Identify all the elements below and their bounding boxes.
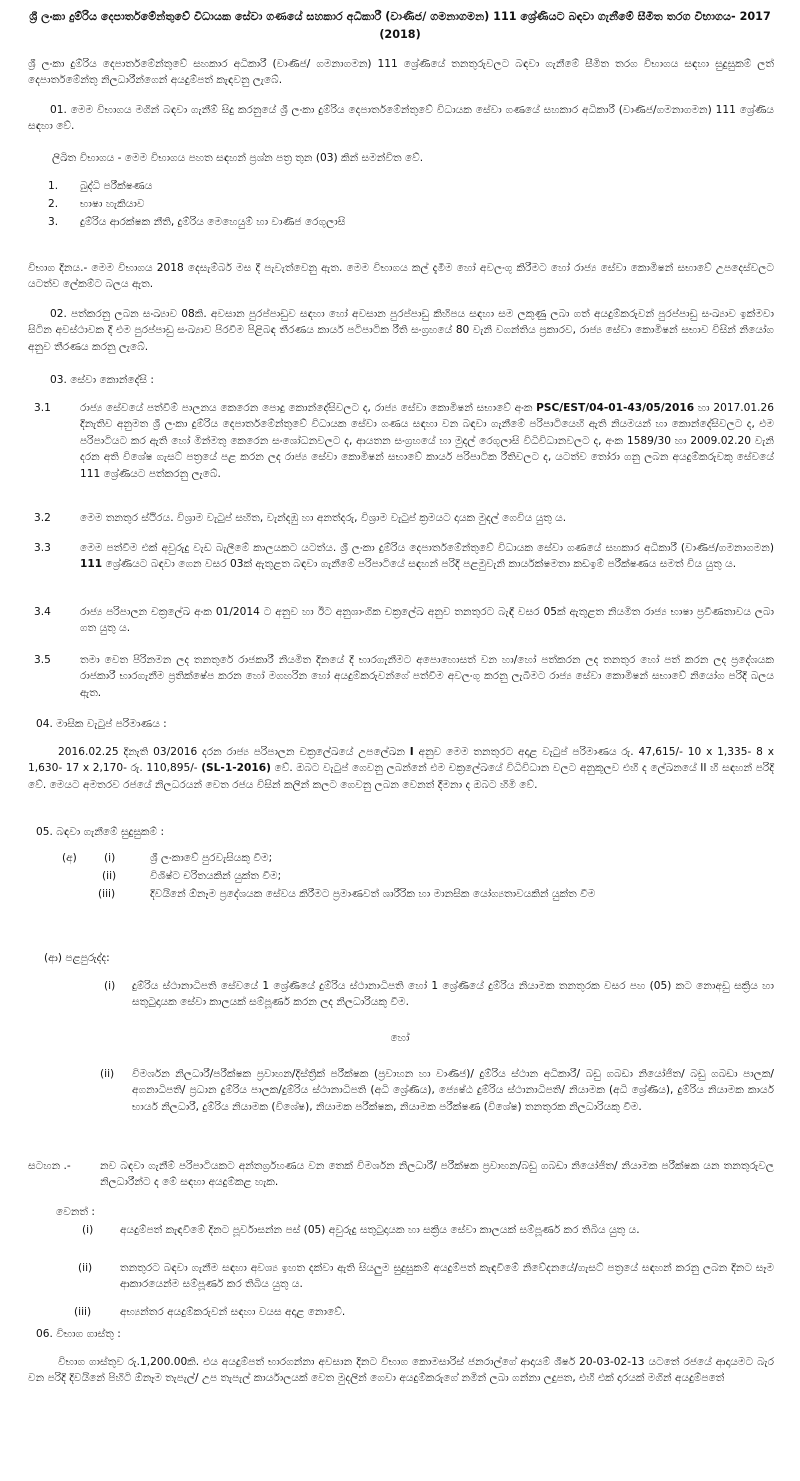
item-3-3: 3.3 මෙම පත්වීම එක් අවුරුදු වැඩ බැලීමේ කාලයකට යටත්ය. ශ්‍රී ලංකා දුම්රිය දෙපාර්තමේන්තුවේ විධායක සේවා ගණයේ සහකාර අධිකාරී (වාණිජ/ගමනාගමන) 111 ශ්‍රේණියට බඳවා ගෙන වසර 03ක් ඇතුළත බඳවා ගැනීමේ පරිපාටියේ සඳහන් පරිදි පළමුවැනි කාර්යක්ෂමතා කඩඉම් පරීක්ෂණය සමත් විය යුතු ය. [34,542,774,571]
item-3-1: 3.1 රාජ්‍ය සේවයේ පත්වීම් පාලනය කෙරෙන පොදු කොන්දේසිවලට ද, රාජ්‍ය සේවා කොමිෂන් සභාවේ අංක PSC/EST/04-01-43/05/2016 හා 2017.01.26 දිනැතිව අනුමත ශ්‍රී ලංකා දුම්රිය දෙපාර්තමේන්තුවේ විධායක සේවා ගණය සඳහා වන බඳවා ගැනීමේ පරිපාටියෙහි ඇති නියමයන් හා කොන්දේසිවලට ද, එම පරිපාටියට කර ඇති හෝ මින්මතු කෙරෙන සංශෝධනවලට ද, ආයතන සංග්‍රහයේ හා මුදල් රෙගුලාසි විධිවිධානවලට ද, අංක 1589/30 හා 2009.02.20 වැනි දරන අති විශේෂ ගැසට් පත්‍රයේ පළ කරන ලද රාජ්‍ය සේවා කොමිෂන් සභාවේ කාර්ය පරිපාටික රීතිවලට ද, යටත්ව තෝරා ගනු ලබන අයදුම්කරුවකු සේවයේ 111 ශ්‍රේණියට පත්කරනු ලැබේ. [34,402,775,480]
section-01-text: 01. මෙම විභාගය මගින් බඳවා ගැනීම් සිදු කරනුයේ ශ්‍රී ලංකා දුම්රිය දෙපාර්තමේන්තුවේ විධායක සේවා ගණයේ සහකාර අධිකාරී (වාණිජ/ගමනාගමන) 111 ශ්‍රේණිය සඳහා වේ. [28,104,774,133]
experience-ii: (ii) විමර්ශන නිලධාරී/පරීක්ෂක ප්‍රවාහන/දිස්ත්‍රික් පරීක්ෂක (ප්‍රවාහන හා වාණිජ)/ දුම්රිය ස්ථාන අධිකාරී/ බඩු ගබඩා නියෝජිත/ බඩු ගබඩා පාලක/ අගනාධිපති/ ප්‍රධාන දුම්රිය පාලක/දුම්රිය ස්ථානාධිපති (අධි ශ්‍රේණිය), ජ්‍යෙෂ්ඨ දුම්රිය ස්ථානාධිපති/ නියාමක (අධි ශ්‍රේණිය), දුම්රිය නියාමක කාර්ය භාර්ය නිලධාරී, දුම්රිය නියාමක (විශේෂ), නියාමක පරීක්ෂක, නියාමක පරීක්ෂණ (විශේෂ) තනතුරක නිලධාරියකු වීම. [100,1068,774,1113]
experience-label: (ආ) පළපුරුද්ද: [44,952,110,964]
section-05-heading: 05. බඳවා ගැනීමේ සුදුසුකම් : [36,826,165,838]
papers-list: 1. බුද්ධි පරීක්ෂණය 2. භාෂා හැකියාව 3. දුම්රිය ආරක්ෂක නීති, දුම්රිය මෙහෙයුම් හා වාණිජ රෙගුලාසි [48,180,346,228]
qualifications-a: (අ) (i) ශ්‍රී ලංකාවේ පුරවැසියකු වීම; (ii) විශිෂ්ට චරිතයකින් යුක්ත වීම; (iii) දිවයිනේ ඕනෑම ප්‍රදේශයක සේවය කිරීමට ප්‍රමාණවත් ශාරීරික හා මානසික යෝග්‍යතාවයකින් යුක්ත වීම [62,852,596,900]
section-02-text: 02. පත්කරනු ලබන සංඛ්‍යාව 08කි. අවසාන පුරප්පාඩුව සඳහා හෝ අවසාන පුරප්පාඩු කිහිපය සඳහා සම ලකුණු ලබා ගත් අයදුම්කරුවන් පුරප්පාඩු සංඛ්‍යාව ඉක්මවා සිටින අවස්ථාවක දී එම පුරප්පාඩු සංඛ්‍යාව පිරවීම පිළිබඳ තීරණය කාර්ය පටිපාටික රීති සංග්‍රහයේ 80 වැනි වගන්තිය ප්‍රකාරව, රාජ්‍ය සේවා කොමිෂන් සභාව විසින් නියෝග අනුව තීරණය කරනු ලැබේ. [28,308,774,353]
exam-date-text: විභාග දිනය.- මෙම විභාගය 2018 දෙසැම්බර් මස දී පැවැත්වෙනු ඇත. මෙම විභාගය කල් දැමීම හෝ අවලංගු කිරීමට හෝ රාජ්‍ය සේවා කොමිෂන් සභාවේ උපදෙස්වලට යටත්ව ලේකම්ට බලය ඇත. [28,262,774,291]
written-exam-text: ලිඛිත විභාගය - මෙම විභාගය පහත සඳහන් ප්‍රශ්න පත්‍ර තුන (03) කින් සමන්විත වේ. [52,152,424,164]
item-3-5: 3.5 තමා වෙත පිරිනමන ලද තනතුරේ රාජකාරී නියමිත දිනයේ දී භාරගැනීමට අපොහොසත් වන හා/හෝ පත්කරන ලද තනතුර හෝ පත් කරන ලද ප්‍රදේශයක රාජකාරී භාරගැනීම ප්‍රතික්ෂේප කරන හෝ මගහරින හෝ අයදුම්කරුවන්ගේ පත්වීම අවලංගු කරනු ලැබීමට රාජ්‍ය සේවා කොමිෂන් සභාවේ නියෝග පරිදි බලය ඇත. [34,654,774,699]
experience-i: (i) දුම්රිය ස්ථානාධිපති සේවයේ 1 ශ්‍රේණියේ දුම්රිය ස්ථානාධිපති හෝ 1 ශ්‍රේණියේ දුම්රිය නියාමක තනතුරක වසර පහ (05) කට නොඅඩු සක්‍රිය හා සතුටුදායක සේවා කාලයක් සම්පූර්ණ කරන ලද නිලධාරියකු වීම. [104,980,774,1009]
exam-fee-text: විභාග ගාස්තුව රු.1,200.00කි. එය අයදුම්පත් භාරගන්නා අවසාන දිනට විභාග කොමසාරිස් ජනරාල්ගේ ආදායම් ශීර්ෂ 20-03-02-13 යටතේ රජයේ ආදායමට බැර වන පරිදි දිවයිනේ පිහිටි ඕනෑම තැපැල්/ උප තැපැල් කාර්යාලයක් වෙත මුදලින් ගෙවා අයදුම්කරුගේ නමින් ලබා ගන්නා ලදුපත, එහි එක් දාරයක් මගින් අයදුම්පතේ [28,1356,774,1385]
document-title: ශ්‍රී ලංකා දුම්රිය දෙපාර්තමේන්තුවේ විධායක සේවා ගණයේ සහකාර අධිකාරී (වාණිජ/ ගමනාගමන) 111 ශ්‍රේණියට බඳවා ගැනීමේ සීමිත තරග විභාගය- 2017 (2018) [29,10,771,41]
or-separator: හෝ [390,1032,410,1044]
salary-scale-text: 2016.02.25 දිනැති 03/2016 දරන රාජ්‍ය පරිපාලන චක්‍රලේඛයේ උපලේඛන I අනුව මෙම තනතුරට අදාළ වැටුප් පරිමාණය රු. 47,615/- 10 x 1,335- 8 x 1,630- 17 x 2,170- රු. 110,895/- (SL-1-2016) වේ. ඔබට වැටුප් ගෙවනු ලබන්නේ එම චක්‍රලේඛයේ විධිවිධාන වලට අනුකූලව එහි ද ලේඛනයේ II හි සඳහන් පරිදි වේ. මෙයට අමතරව රජයේ නිලධරයන් වෙත රජය විසින් කලින් කලට ගෙවනු ලබන වෙනත් දීමනා ද ඔබට හිමි වේ. [28,746,774,791]
item-3-2: 3.2 මෙම තනතුර ස්ථිරය. විශ්‍රාම වැටුප් සහිත, වැන්දඹු හා අනත්දරු, විශ්‍රාම වැටුප් ක්‍රමයට දායක මුදල් ගෙවිය යුතු ය. [34,512,567,524]
section-04-heading: 04. මාසික වැටුප් පරිමාණය : [36,718,167,730]
note-block: සටහන .- නව බඳවා ගැනීම් පරිපාටියකට අන්තර්ග්‍රහණය වන තෙක් විමර්ශන නිලධාරී/ පරීක්ෂක ප්‍රවාහන/බඩු ගබඩා නියෝජිත/ නියාමක පරීක්ෂක යන තනතුරුවල නිලධාරීන්ට ද මේ සඳහා අයදුම්කළ හැක. [28,1160,774,1189]
section-03-heading: 03. සේවා කොන්දේසි : [50,374,154,386]
intro-paragraph: ශ්‍රී ලංකා දුම්රිය දෙපාර්තමේන්තුවේ සහකාර අධිකාරී (වාණිජ/ ගමනාගමන) 111 ශ්‍රේණියේ තනතුරුවලට බඳවා ගැනීමේ සීමිත තරග විභාගය සඳහා සුදුසුකම් ලත් දෙපාර්තමේන්තු නිලධාරීන්ගෙන් අයදුම්පත් කැඳවනු ලැබේ. [28,58,774,87]
item-3-4: 3.4 රාජ්‍ය පරිපාලන චක්‍රලේඛ අංක 01/2014 ට අනුව හා ඊට අනුශාංගික චක්‍රලේඛ අනුව තනතුරට බැඳී වසර 05ක් ඇතුළත නියමිත රාජ්‍ය භාෂා ප්‍රවීණතාවය ලබා ගත යුතු ය. [34,606,774,635]
section-06-heading: 06. විභාග ගාස්තු : [36,1328,121,1340]
other-list: (i) අයදුම්පත් කැඳවීමේ දිනට පූර්වාසන්න පස් (05) අවුරුදු සතුටුදායක හා සක්‍රිය සේවා කාලයක් සම්පූර්ණ කර තිබිය යුතු ය. (ii) තනතුරට බඳවා ගැනීම සඳහා අවශ්‍ය ඉහත දක්වා ඇති සියලුම සුදුසුකම් අයදුම්පත් කැඳවීමේ නිවේදනයේ/ගැසට් පත්‍රයේ සඳහන් කරනු ලබන දිනට සෑම ආකාරයෙන්ම සම්පූර්ණ කර තිබිය යුතු ය. (iii) අභ්‍යන්තර අයදුම්කරුවන් සඳහා වයස අදාළ නොවේ. [74,1224,774,1318]
other-label: වෙනත් : [56,1206,95,1218]
